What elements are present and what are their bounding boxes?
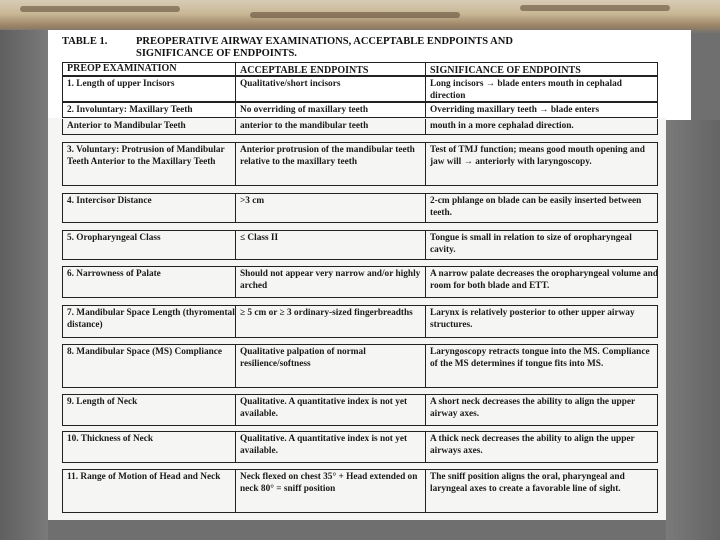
row-significance: A thick neck decreases the ability to align the upper airways axes. xyxy=(425,432,659,462)
row-examination: 6. Narrowness of Palate xyxy=(67,269,161,279)
row-endpoint: ≤ Class II xyxy=(235,231,425,259)
table-title: PREOPERATIVE AIRWAY EXAMINATIONS, ACCEPTABLE ENDPOINTS AND SIGNIFICANCE OF ENDPOINTS. xyxy=(136,36,513,59)
row-significance: 2-cm phlange on blade can be easily inserted between teeth. xyxy=(425,194,659,222)
header-significance: SIGNIFICANCE OF ENDPOINTS xyxy=(425,63,659,75)
row-endpoint: Qualitative. A quantitative index is not yet available. xyxy=(235,395,425,425)
decorative-header-band xyxy=(0,0,720,34)
table-row xyxy=(62,344,658,388)
row-endpoint: No overriding of maxillary teeth xyxy=(235,103,425,117)
table-row xyxy=(62,142,658,186)
row-endpoint: Anterior protrusion of the mandibular teeth relative to the maxillary teeth xyxy=(235,143,425,185)
row-examination: 5. Oropharyngeal Class xyxy=(67,233,161,243)
header-preop-examination: PREOP EXAMINATION xyxy=(67,63,177,74)
table-row xyxy=(62,266,658,298)
row-endpoint: Qualitative/short incisors xyxy=(235,77,425,101)
row-examination: 10. Thickness of Neck xyxy=(67,434,154,444)
row-endpoint: ≥ 5 cm or ≥ 3 ordinary-sized fingerbreadths xyxy=(235,306,425,337)
table-number: TABLE 1. xyxy=(62,36,108,47)
decor-streak xyxy=(520,5,670,11)
row-examination: Anterior to Mandibular Teeth xyxy=(67,121,186,131)
row-endpoint: Should not appear very narrow and/or highly arched xyxy=(235,267,425,297)
row-examination: 2. Involuntary: Maxillary Teeth xyxy=(67,105,193,115)
table-row xyxy=(62,193,658,223)
decor-streak xyxy=(20,6,180,12)
row-examination: 9. Length of Neck xyxy=(67,397,138,407)
row-significance: mouth in a more cephalad direction. xyxy=(425,119,659,134)
row-significance: A short neck decreases the ability to align the upper airway axes. xyxy=(425,395,659,425)
table-header-row xyxy=(62,62,658,76)
row-endpoint: >3 cm xyxy=(235,194,425,222)
row-significance: A narrow palate decreases the oropharyngeal volume and room for both blade and ETT. xyxy=(425,267,659,297)
row-examination: 3. Voluntary: Protrusion of Mandibular Teeth Anterior to the Maxillary Teeth xyxy=(67,145,225,167)
table-row xyxy=(62,119,658,135)
table-row xyxy=(62,394,658,426)
decor-streak xyxy=(250,12,460,18)
row-examination: 1. Length of upper Incisors xyxy=(67,79,175,89)
row-significance: Laryngoscopy retracts tongue into the MS. Compliance of the MS determines if tongue fits into MS. xyxy=(425,345,659,387)
row-examination: 11. Range of Motion of Head and Neck xyxy=(67,472,221,482)
table-row xyxy=(62,305,658,338)
row-significance: The sniff position aligns the oral, pharyngeal and laryngeal axes to create a favorable line of sight. xyxy=(425,470,659,512)
table-row xyxy=(62,431,658,463)
slide-background-right xyxy=(666,120,720,540)
table-row xyxy=(62,76,658,102)
row-endpoint: Neck flexed on chest 35° + Head extended on neck 80° = sniff position xyxy=(235,470,425,512)
row-examination: 8. Mandibular Space (MS) Compliance xyxy=(67,347,223,357)
table-row xyxy=(62,469,658,513)
row-examination: 7. Mandibular Space Length (thyromental distance) xyxy=(67,308,235,330)
row-significance: Overriding maxillary teeth → blade enters xyxy=(425,103,659,117)
row-endpoint: Qualitative palpation of normal resilience/softness xyxy=(235,345,425,387)
row-endpoint: anterior to the mandibular teeth xyxy=(235,119,425,134)
row-significance: Larynx is relatively posterior to other upper airway structures. xyxy=(425,306,659,337)
slide-background-left xyxy=(0,30,48,540)
row-significance: Test of TMJ function; means good mouth opening and jaw will → anteriorly with laryngoscopy. xyxy=(425,143,659,185)
row-examination: 4. Intercisor Distance xyxy=(67,196,152,206)
table-row xyxy=(62,230,658,260)
row-significance: Tongue is small in relation to size of oropharyngeal cavity. xyxy=(425,231,659,259)
table-row xyxy=(62,102,658,118)
row-endpoint: Qualitative. A quantitative index is not yet available. xyxy=(235,432,425,462)
row-significance: Long incisors → blade enters mouth in cephalad direction xyxy=(425,77,659,101)
header-acceptable-endpoints: ACCEPTABLE ENDPOINTS xyxy=(235,63,425,75)
